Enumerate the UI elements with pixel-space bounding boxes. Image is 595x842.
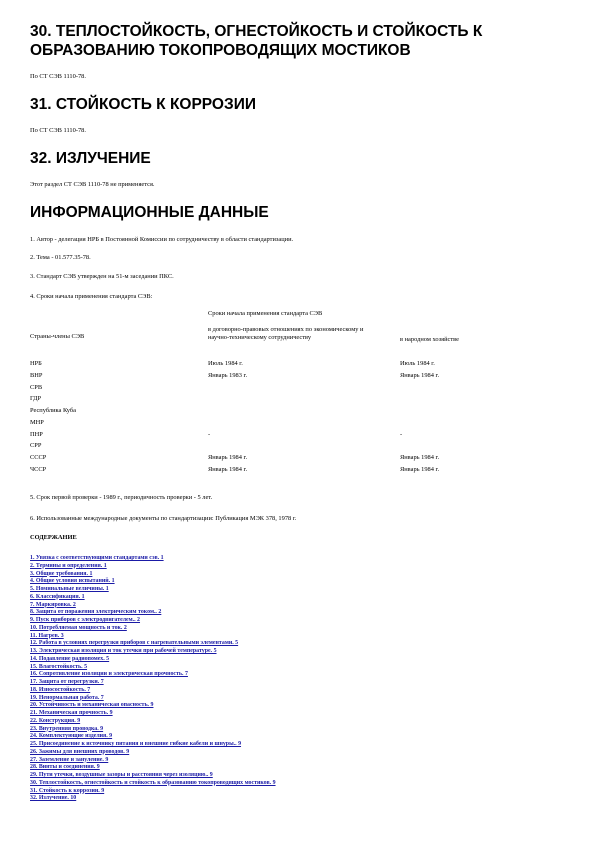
toc-item <box>30 602 276 610</box>
toc-link[interactable]: 9. Пуск приборов с электродвигателем.. 2 <box>30 617 141 623</box>
toc-link[interactable]: 19. Ненормальная работа. 7 <box>30 694 104 701</box>
toc-link[interactable]: 15. Влагостойкость. 5 <box>30 663 88 670</box>
toc-link[interactable]: 6. Классификация. 1 <box>30 593 85 600</box>
toc-item <box>30 710 276 718</box>
table-header-group: Сроки начала применения стандарта СЭВ <box>208 310 323 317</box>
toc-item <box>30 625 276 633</box>
toc-link[interactable]: 20. Устойчивость и механическая опасность. 9 <box>30 702 154 709</box>
info-p3: 3. Стандарт СЭВ утвержден на 51-м заседании ПКС. <box>30 273 174 280</box>
toc-item <box>30 679 276 687</box>
toc-item <box>30 757 276 765</box>
toc-item <box>30 555 276 563</box>
toc-item <box>30 741 276 749</box>
toc-link[interactable]: 28. Винты и соединения. 9 <box>30 764 100 771</box>
toc-item <box>30 563 276 571</box>
toc-link[interactable]: 10. Потребляемая мощность и ток. 2 <box>30 624 127 631</box>
table-cell-contract: Июль 1984 г. <box>208 360 243 367</box>
table-cell-country: МНР <box>30 418 44 426</box>
toc-link[interactable]: 29. Пути утечки, воздушные зазоры и расстояния через изоляцию.. 9 <box>30 772 213 778</box>
toc-link[interactable]: 16. Сопротивление изоляции и электрическая прочность. 7 <box>30 671 188 678</box>
table-header-contract: в договорно-правовых отношениях по экономическому и научно-техническому сотрудничеству <box>208 326 364 341</box>
toc-item <box>30 594 276 602</box>
info-p5: 5. Срок первой проверки - 1989 г., периодичность проверки - 5 лет. <box>30 494 213 501</box>
toc-item <box>30 617 276 625</box>
toc-link[interactable]: 5. Номинальные величины. 1 <box>30 586 109 592</box>
toc-link[interactable]: 13. Электрическая изоляция и ток утечки при рабочей температуре. 5 <box>30 648 217 654</box>
table-cell-contract: Январь 1984 г. <box>208 454 248 461</box>
toc-item <box>30 772 276 780</box>
toc-link[interactable]: 32. Излучение. 10 <box>30 795 77 802</box>
info-title: ИНФОРМАЦИОННЫЕ ДАННЫЕ <box>30 204 269 221</box>
toc-item <box>30 656 276 664</box>
toc-link[interactable]: 7. Маркировка. 2 <box>30 601 76 608</box>
toc-list <box>30 555 276 803</box>
table-cell-country: ЧССР <box>30 465 47 473</box>
table-cell-national: Июль 1984 г. <box>400 360 435 367</box>
toc-link[interactable]: 27. Заземление и зануление. 9 <box>30 756 109 763</box>
info-p1: 1. Автор - делегация НРБ в Постоянной Комиссии по сотрудничеству в области стандартизации. <box>30 236 294 243</box>
toc-link[interactable]: 4. Общие условия испытаний. 1 <box>30 578 115 585</box>
section-31-title: 31. СТОЙКОСТЬ К КОРРОЗИИ <box>30 96 256 113</box>
table-header-countries: Страны-члены СЭВ <box>30 333 85 340</box>
toc-link[interactable]: 3. Общие требования. 1 <box>30 570 93 577</box>
toc-link[interactable]: 30. Теплостойкость, огнестойкость и стойкость к образованию токопроводящих мостиков. 9 <box>30 779 276 786</box>
toc-link[interactable]: 14. Подавление радиопомех. 5 <box>30 655 110 662</box>
table-cell-country: СРВ <box>30 383 43 391</box>
toc-item <box>30 726 276 734</box>
section-30-text: По СТ СЭВ 1110-78. <box>30 73 86 80</box>
toc-item <box>30 648 276 656</box>
table-cell-national: Январь 1984 г. <box>400 454 440 461</box>
table-cell-national: - <box>400 430 403 438</box>
table-cell-country: СРР <box>30 442 42 450</box>
toc-link[interactable]: 23. Внутренняя проводка. 9 <box>30 725 104 732</box>
toc-item <box>30 702 276 710</box>
toc-link[interactable]: 22. Конструкция. 9 <box>30 717 81 724</box>
table-cell-national: Январь 1984 г. <box>400 465 440 473</box>
toc-item <box>30 664 276 672</box>
toc-item <box>30 764 276 772</box>
section-32-title: 32. ИЗЛУЧЕНИЕ <box>30 150 151 167</box>
toc-item <box>30 795 276 803</box>
toc-item <box>30 640 276 648</box>
toc-item <box>30 609 276 617</box>
toc-link[interactable]: 12. Работа в условиях перегрузки приборов с нагревательными элементами. 5 <box>30 640 239 647</box>
table-cell-contract: - <box>208 430 211 438</box>
toc-link[interactable]: 24. Комплектующие изделия. 9 <box>30 733 113 740</box>
toc-link[interactable]: 1. Увязка с соответствующими стандартами сэв. 1 <box>30 555 164 561</box>
toc-link[interactable]: 2. Термины и определения. 1 <box>30 562 107 569</box>
info-p2: 2. Тема - 01.577.35-78. <box>30 254 91 261</box>
toc-item <box>30 749 276 757</box>
toc-item <box>30 780 276 788</box>
table-cell-contract: Январь 1983 г. <box>208 371 248 379</box>
toc-link[interactable]: 17. Защита от перегрузки. 7 <box>30 679 104 685</box>
toc-link[interactable]: 8. Защита от поражения электрическим током.. 2 <box>30 609 162 616</box>
toc-title: СОДЕРЖАНИЕ <box>30 534 77 541</box>
toc-item <box>30 687 276 695</box>
section-31-text: По СТ СЭВ 1110-78. <box>30 127 86 134</box>
toc-link[interactable]: 25. Присоединение к источнику питания и внешние гибкие кабели и шнуры.. 9 <box>30 741 242 747</box>
table-cell-national: Январь 1984 г. <box>400 371 440 379</box>
table-cell-country: ВНР <box>30 371 43 379</box>
toc-item <box>30 788 276 796</box>
info-p4: 4. Сроки начала применения стандарта СЭВ: <box>30 293 153 300</box>
table-cell-country: СССР <box>30 454 47 461</box>
toc-item <box>30 733 276 741</box>
toc-link[interactable]: 11. Нагрев. 3 <box>30 632 64 639</box>
toc-item <box>30 718 276 726</box>
section-32-text: Этот раздел СТ СЭВ 1110-78 не применяется. <box>30 181 155 188</box>
toc-item <box>30 578 276 586</box>
toc-item <box>30 671 276 679</box>
toc-link[interactable]: 18. Износостойкость. 7 <box>30 686 91 693</box>
table-cell-country: Республика Куба <box>30 407 76 414</box>
table-cell-country: ГДР <box>30 395 42 403</box>
toc-link[interactable]: 21. Механическая прочность. 9 <box>30 710 113 716</box>
info-p6: 6. Использованные международные документы по стандартизации: Публикация МЭК 378, 1978 г. <box>30 515 297 522</box>
section-30-title: 30. ТЕПЛОСТОЙКОСТЬ, ОГНЕСТОЙКОСТЬ И СТОЙКОСТЬ К ОБРАЗОВАНИЮ ТОКОПРОВОДЯЩИХ МОСТИКОВ <box>30 23 483 59</box>
toc-link[interactable]: 31. Стойкость к коррозии. 9 <box>30 787 105 794</box>
table-cell-contract: Январь 1984 г. <box>208 465 248 473</box>
table-cell-country: НРБ <box>30 360 42 367</box>
table-header-national: в народном хозяйстве <box>400 336 459 343</box>
toc-link[interactable]: 26. Зажимы для внешних проводов. 9 <box>30 748 130 755</box>
toc-item <box>30 586 276 594</box>
table-cell-country: ПНР <box>30 430 43 438</box>
